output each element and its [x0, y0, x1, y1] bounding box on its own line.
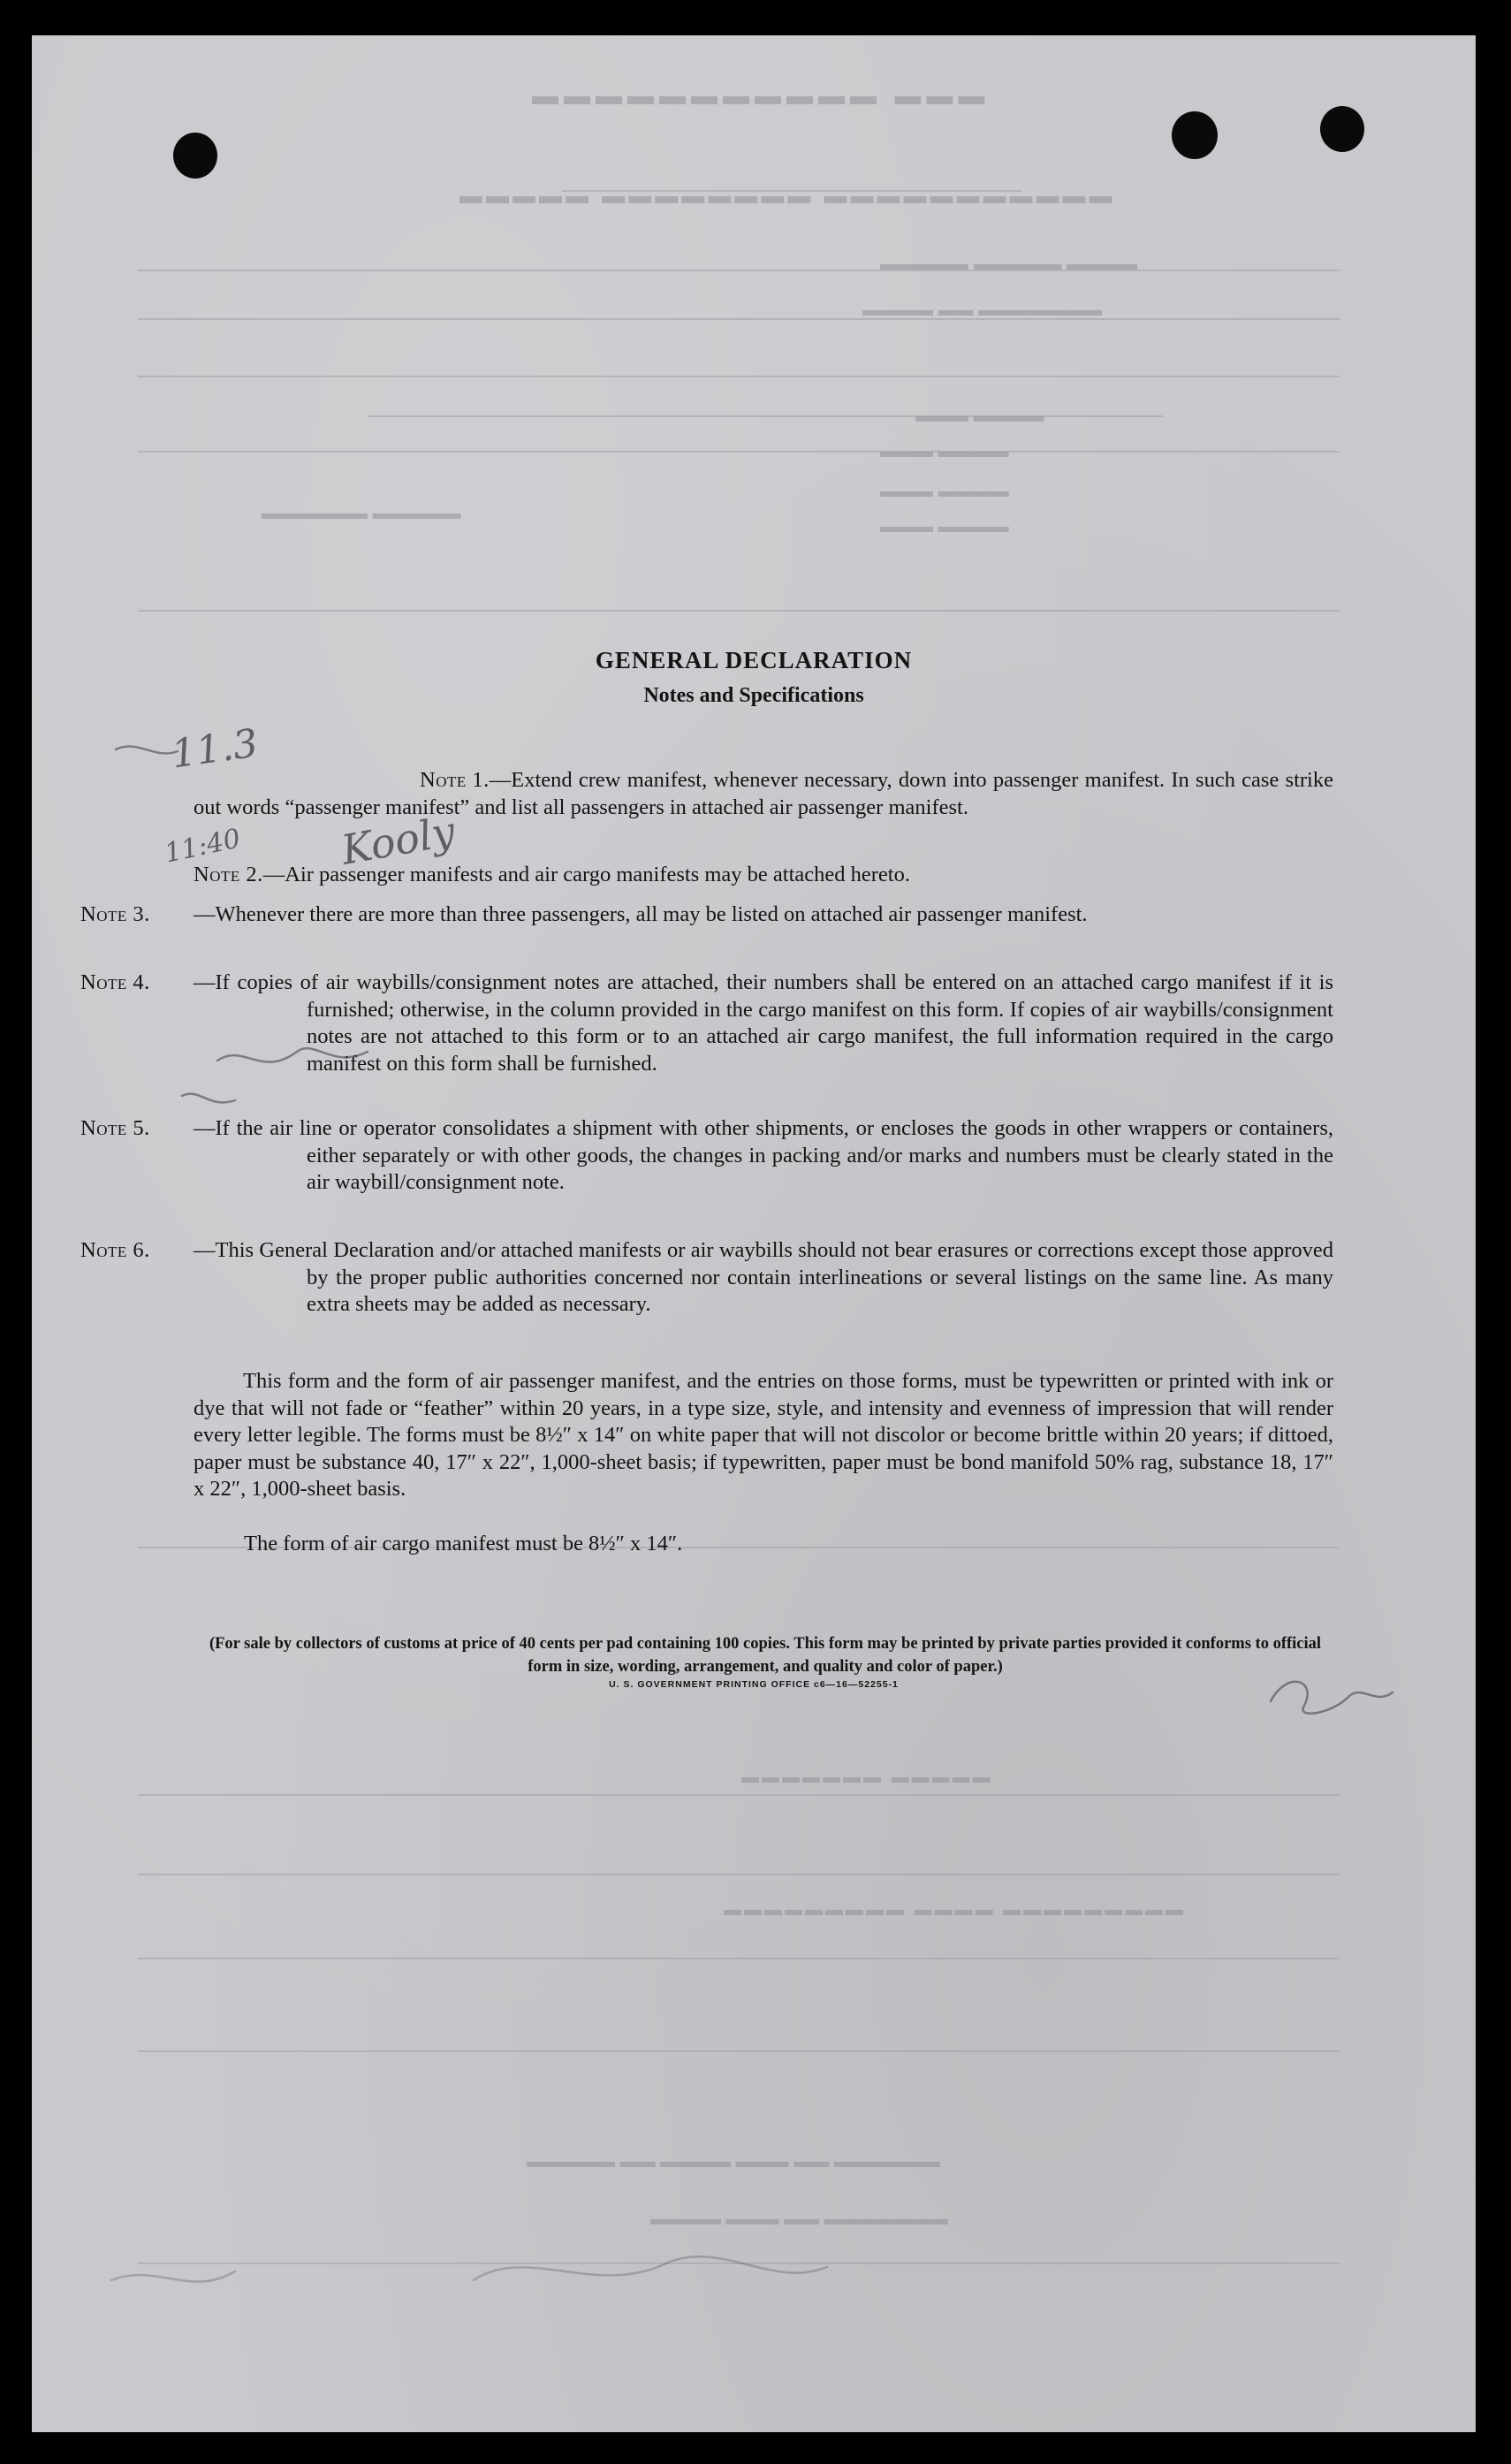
note-4-text: —If copies of air waybills/consignment notes are attached, their numbers shall be entered on an attached cargo manifest if it is furnished; otherwise, in the column provided in the cargo manifest on this form. If copies of air waybills/consignment notes are not attached to this form or to an attached air cargo manifest, the full information required in the cargo manifest on this form shall be furnished. [194, 970, 1333, 1076]
document-sheet: ▬▬▬ ▬▬▬▬▬▬▬▬▬▬▬ ▬▬▬▬▬▬▬▬▬▬▬ ▬▬▬▬▬▬▬▬ ▬▬▬▬▬ ▬▬▬▬ ▬▬▬▬▬ ▬▬▬▬▬ ▬▬▬▬▬▬▬ ▬▬ ▬▬▬▬ ▬▬▬▬ ▬▬▬ ▬▬▬▬ ▬▬▬ ▬▬▬▬ ▬▬▬ ▬▬▬▬ ▬▬▬ ▬▬▬▬▬ ▬▬▬▬▬▬ ▬▬▬▬▬ ▬▬▬▬▬▬▬ ▬▬▬▬▬▬▬▬▬ ▬▬▬▬ ▬▬▬▬▬▬▬▬▬ ▬▬▬▬▬▬ ▬▬ ▬▬▬ ▬▬▬▬ ▬▬ ▬▬▬▬▬ ▬▬▬▬▬▬▬ ▬▬ ▬▬▬ ▬▬▬▬ GENERAL DECLARATION Notes and Specifications Note 1.—Extend crew manifest, whenever necessary, down into passenger manifest. In such case strike out words “passenger manifest” and list all passengers in attached air passenger manifest. Note 2.—Air passenger manifests and air cargo manifests may be attached hereto. Note 3. —Whenever there are more than three passengers, all may be listed on attached air passenger manifest. Note 4. —If copies of air waybills/consignment notes are attached, their numbers shall be entered on an attached cargo manifest if it is furnished; otherwise, in the column provided in the cargo manifest on this form. If copies of air waybills/consignment notes are not attached to this form or to an attached air cargo manifest, the full information required in the cargo manifest on this form shall be furnished. Note 5. —If the air line or operator consolidates a shipment with other shipments, or encloses the goods in other wrappers or containers, either separately or with other goods, the changes in packing and/or marks and numbers must be clearly stated in the air waybill/consignment note. Note 6. —This General Declaration and/or attached manifests or air waybills should not bear erasures or corrections except those approved by the proper public authorities concerned nor contain interlineations or several listings on the same line. As many extra sheets may be added as necessary. This form and the form of air passenger manifest, and the entries on those forms, must be typewritten or printed with ink or dye that will not fade or “feather” within 20 years, in a type size, style, and intensity and evenness of impression that will render every letter legible. The forms must be 8½″ x 14″ on white paper that will not discolor or become brittle within 20 years; if dittoed, paper must be substance 40, 17″ x 22″, 1,000-sheet basis; if typewritten, paper must be bond manifold 50% rag, substance 18, 17″ x 22″, 1,000-sheet basis. The form of air cargo manifest must be 8½″ x 14″. (For sale by collectors of customs at price of 40 cents per pad containing 100 copies. This form may be printed by private parties provided it conforms to official form in size, wording, arrangement, and quality and color of paper.) U. S. GOVERNMENT PRINTING OFFICE c6—16—52255-1 11.3 11:40 Kooly [32, 35, 1476, 2432]
handwritten-margin-note-1: 11.3 [168, 720, 262, 778]
page-title: GENERAL DECLARATION [595, 647, 913, 673]
pencil-scribbles [32, 35, 1476, 2432]
note-2-text: —Air passenger manifests and air cargo manifests may be attached hereto. [262, 863, 910, 886]
note-6-text: —This General Declaration and/or attached manifests or air waybills should not bear erasures or corrections except those approved by the proper public authorities concerned nor contain interlineations or several listings on the same line. As many extra sheets may be added as necessary. [194, 1238, 1333, 1316]
handwritten-margin-note-3: Kooly [338, 807, 459, 874]
page-subtitle: Notes and Specifications [643, 684, 864, 707]
note-5-text: —If the air line or operator consolidates a shipment with other shipments, or encloses the goods in other wrappers or containers, either separately or with other goods, the changes in packing and/or marks and numbers must be clearly stated in the air waybill/consignment note. [194, 1116, 1333, 1194]
sale-notice: (For sale by collectors of customs at price of 40 cents per pad containing 100 copies. This form may be printed by private parties provided it conforms to official form in size, wording, arrangement, and quality and color of paper.) [209, 1635, 1322, 1676]
cargo-manifest-size-line: The form of air cargo manifest must be 8½″ x 14″. [244, 1532, 683, 1555]
note-2-label: Note 2. [194, 863, 263, 886]
form-specification-paragraph: This form and the form of air passenger manifest, and the entries on those forms, must be typewritten or printed with ink or dye that will not fade or “feather” within 20 years, in a type size, style, and intensity and evenness of impression that will render every letter legible. The forms must be 8½″ x 14″ on white paper that will not discolor or become brittle within 20 years; if dittoed, paper must be substance 40, 17″ x 22″, 1,000-sheet basis; if typewritten, paper must be bond manifold 50% rag, substance 18, 17″ x 22″, 1,000-sheet basis. [194, 1369, 1333, 1501]
note-1-text: —Extend crew manifest, whenever necessary, down into passenger manifest. In such case strike out words “passenger manifest” and list all passengers in attached air passenger manifest. [194, 768, 1333, 819]
note-5: Note 5. —If the air line or operator consolidates a shipment with other shipments, or encloses the goods in other wrappers or containers, either separately or with other goods, the changes in packing and/or marks and numbers must be clearly stated in the air waybill/consignment note. [80, 1116, 1333, 1194]
note-6: Note 6. —This General Declaration and/or attached manifests or air waybills should not bear erasures or corrections except those approved by the proper public authorities concerned nor contain interlineations or several listings on the same line. As many extra sheets may be added as necessary. [80, 1238, 1333, 1316]
printing-office-line: U. S. GOVERNMENT PRINTING OFFICE c6—16—52255-1 [609, 1679, 899, 1690]
note-3: Note 3. —Whenever there are more than three passengers, all may be listed on attached air passenger manifest. [80, 902, 1088, 926]
note-3-text: —Whenever there are more than three passengers, all may be listed on attached air passenger manifest. [194, 902, 1088, 926]
handwritten-margin-note-2: 11:40 [162, 823, 244, 870]
note-1-label: Note 1. [420, 768, 490, 792]
note-4: Note 4. —If copies of air waybills/consignment notes are attached, their numbers shall be entered on an attached cargo manifest if it is furnished; otherwise, in the column provided in the cargo manifest on this form. If copies of air waybills/consignment notes are not attached to this form or to an attached air cargo manifest, the full information required in the cargo manifest on this form shall be furnished. [80, 970, 1333, 1076]
